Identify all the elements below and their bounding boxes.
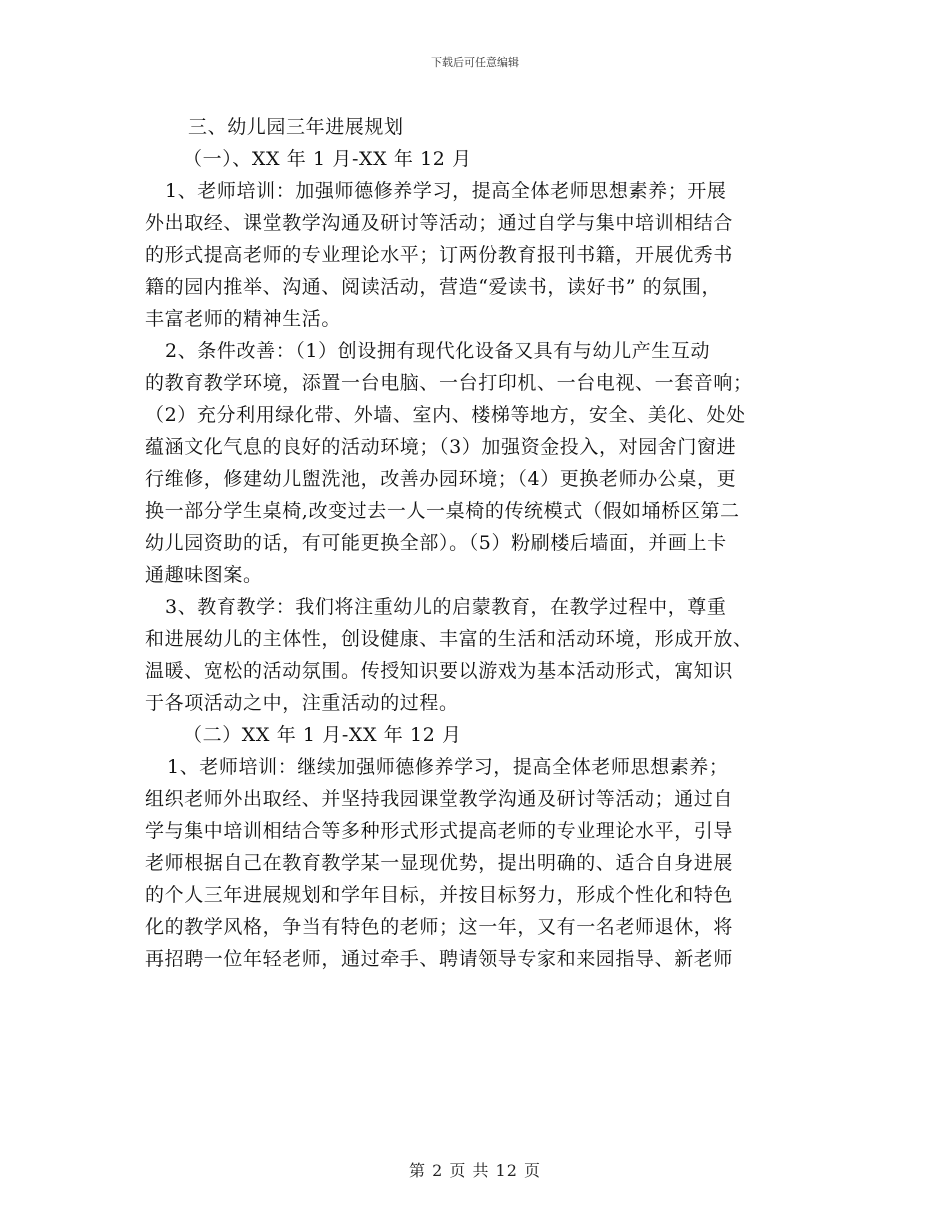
paragraph-line: 组织老师外出取经、并坚持我园课堂教学沟通及研讨等活动；通过自 xyxy=(145,788,734,810)
paragraph-line: 丰富老师的精神生活。 xyxy=(145,308,342,330)
paragraph-line: 蕴涵文化气息的良好的活动环境；（3）加强资金投入，对园舍门窗进 xyxy=(145,436,737,458)
paragraph-line: 1、老师培训：加强师德修养学习，提高全体老师思想素养；开展 xyxy=(165,180,727,202)
document-body xyxy=(145,111,807,975)
paragraph-line: 的教育教学环境，添置一台电脑、一台打印机、一台电视、一套音响； xyxy=(145,372,753,394)
paragraph-line: 老师根据自己在教育教学某一显现优势，提出明确的、适合自身进展 xyxy=(145,852,734,874)
paragraph-line: 于各项活动之中，注重活动的过程。 xyxy=(145,692,459,714)
paragraph-line: 通趣味图案。 xyxy=(145,564,263,586)
subsection-heading: （一）、XX 年 1 月-XX 年 12 月 xyxy=(183,148,472,170)
paragraph-line: 1、老师培训：继续加强师德修养学习，提高全体老师思想素养； xyxy=(167,756,729,778)
paragraph-line: 2、条件改善：（1）创设拥有现代化设备又具有与幼儿产生互动 xyxy=(165,340,711,362)
paragraph-line: 幼儿园资助的话，有可能更换全部）。（5）粉刷楼后墙面，并画上卡 xyxy=(145,532,727,554)
paragraph-line: 温暖、宽松的活动氛围。传授知识要以游戏为基本活动形式，寓知识 xyxy=(145,660,734,682)
paragraph-line: 3、教育教学：我们将注重幼儿的启蒙教育，在教学过程中，尊重 xyxy=(165,596,727,618)
paragraph-line: 的个人三年进展规划和学年目标，并按目标努力，形成个性化和特色 xyxy=(145,884,734,906)
paragraph-line: 再招聘一位年轻老师，通过牵手、聘请领导专家和来园指导、新老师 xyxy=(145,948,734,970)
paragraph-line: 外出取经、课堂教学沟通及研讨等活动；通过自学与集中培训相结合 xyxy=(145,212,734,234)
page-header: 下载后可任意编辑 xyxy=(431,56,519,69)
section-heading: 三、幼儿园三年进展规划 xyxy=(188,116,404,138)
paragraph-line: 行维修，修建幼儿盥洗池，改善办园环境；（4）更换老师办公桌，更 xyxy=(145,468,737,490)
paragraph-line: 化的教学风格，争当有特色的老师；这一年，又有一名老师退休，将 xyxy=(145,916,734,938)
paragraph-line: 籍的园内推举、沟通、阅读活动，营造“爱读书，读好书” 的氛围， xyxy=(145,276,722,298)
paragraph-line: 换一部分学生桌椅,改变过去一人一桌椅的传统模式（假如埇桥区第二 xyxy=(145,500,740,522)
subsection-heading: （二）XX 年 1 月-XX 年 12 月 xyxy=(183,724,462,746)
page-footer: 第 2 页 共 12 页 xyxy=(409,1161,541,1180)
paragraph-line: 和进展幼儿的主体性，创设健康、丰富的生活和活动环境，形成开放、 xyxy=(145,628,753,650)
paragraph-line: （2）充分利用绿化带、外墙、室内、楼梯等地方，安全、美化、处处 xyxy=(145,404,746,426)
paragraph-line: 学与集中培训相结合等多种形式形式提高老师的专业理论水平，引导 xyxy=(145,820,734,842)
paragraph-line: 的形式提高老师的专业理论水平；订两份教育报刊书籍，开展优秀书 xyxy=(145,244,734,266)
